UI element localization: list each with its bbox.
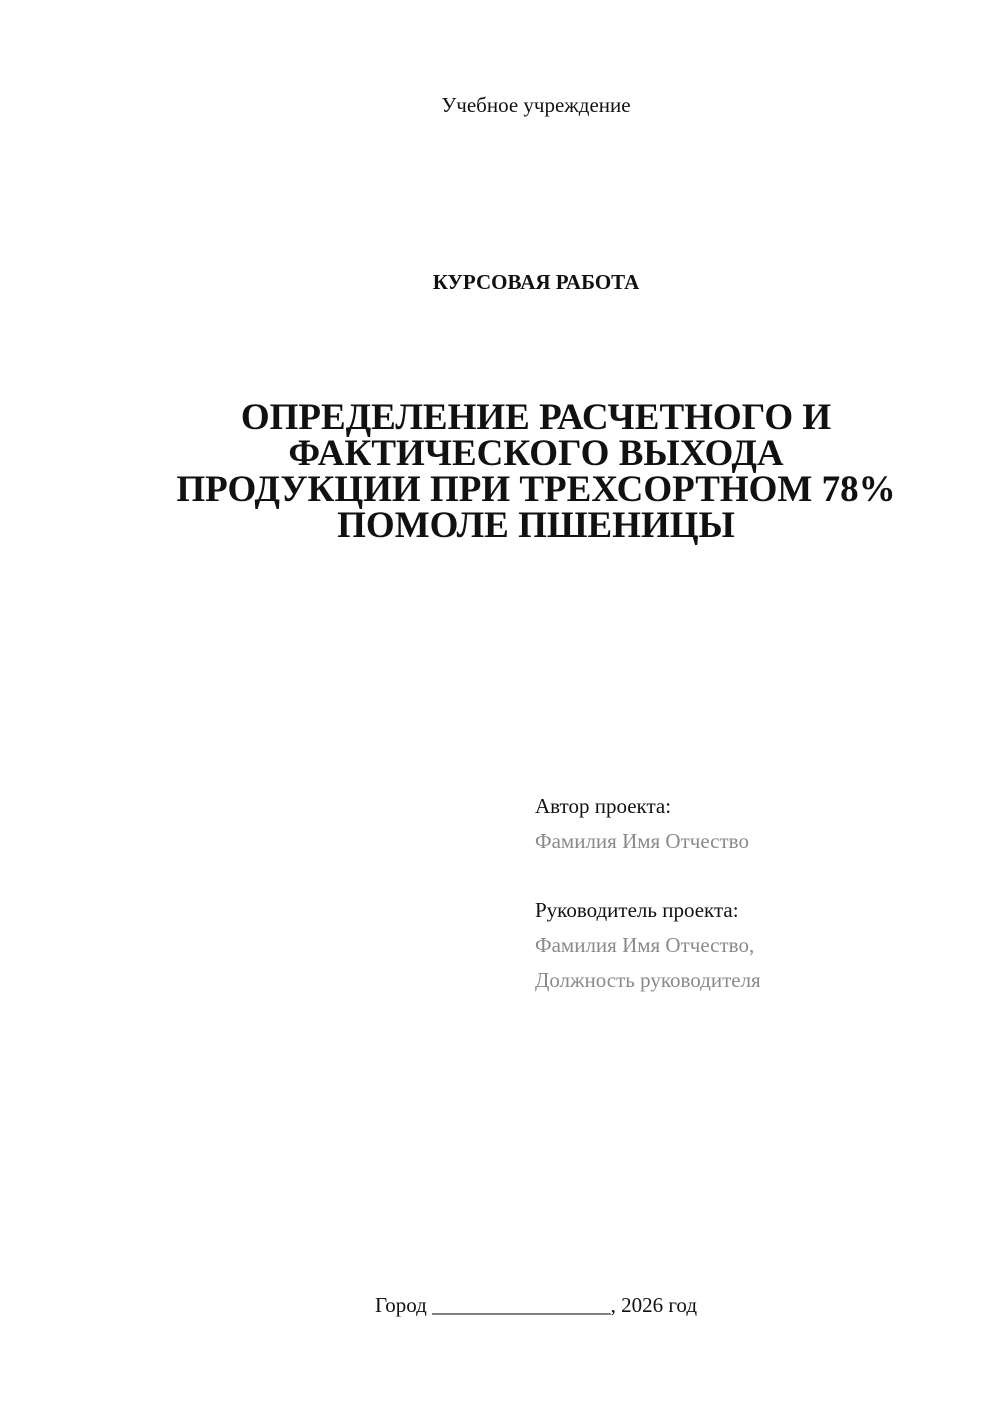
title-line-4: ПОМОЛЕ ПШЕНИЦЫ — [337, 505, 735, 546]
document-title — [100, 397, 972, 546]
author-label: Автор проекта: — [535, 794, 672, 818]
author-block — [535, 789, 975, 859]
supervisor-block — [535, 893, 975, 998]
supervisor-name-placeholder: Фамилия Имя Отчество, — [535, 933, 755, 957]
supervisor-position-placeholder: Должность руководителя — [535, 968, 761, 992]
title-line-2: ФАКТИЧЕСКОГО ВЫХОДА — [288, 433, 784, 474]
work-type-heading: КУРСОВАЯ РАБОТА — [432, 270, 640, 294]
supervisor-label: Руководитель проекта: — [535, 898, 739, 922]
title-line-1: ОПРЕДЕЛЕНИЕ РАСЧЕТНОГО И — [240, 397, 832, 438]
author-name-placeholder: Фамилия Имя Отчество — [535, 829, 749, 853]
institution-name: Учебное учреждение — [441, 93, 631, 117]
city-year-line: Город _________________, 2026 год — [374, 1293, 698, 1317]
title-line-3: ПРОДУКЦИИ ПРИ ТРЕХСОРТНОМ 78% — [176, 469, 896, 510]
